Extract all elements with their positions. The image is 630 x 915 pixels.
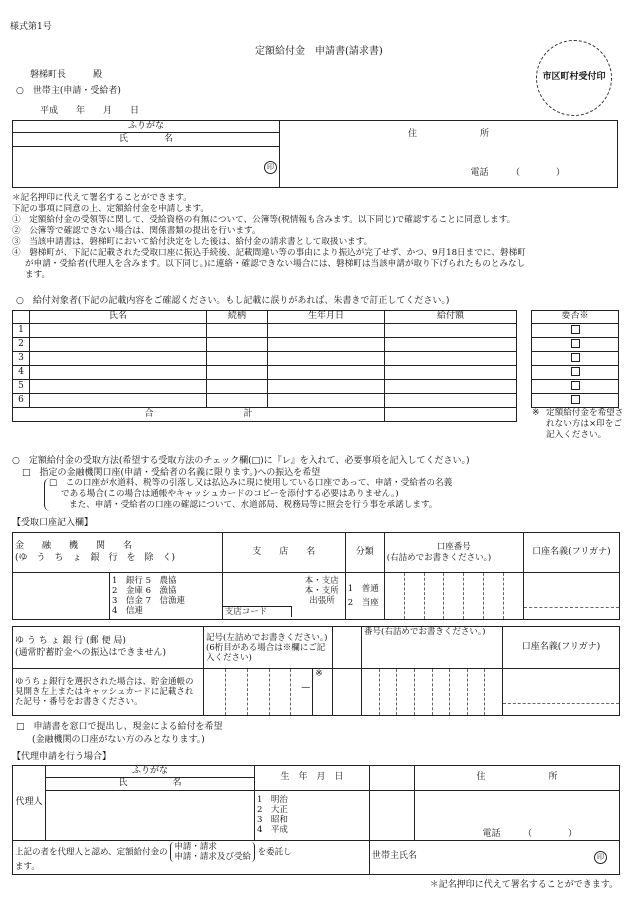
name-label: 氏 名 — [13, 133, 280, 147]
account-number-field[interactable] — [384, 573, 523, 620]
applicant-table — [12, 120, 618, 188]
form-number: 様式第1号 — [10, 22, 52, 32]
yucho-mark-field[interactable]: — ※ — [204, 669, 333, 716]
recipients-heading: ○ 給付対象者(下記の記載内容をご確認ください。もし記載に誤りがあれば、朱書きで訂正してください。) — [16, 296, 450, 306]
note-4-cont: が申請・受給者(代理人を含みます。以下同じ。)に連絡・確認できない場合には、磐梯町は当該申請が取り下げられたものとみなし — [25, 259, 526, 269]
agent-phone-label: 電話 （ ） — [482, 828, 577, 839]
cash-option[interactable]: □ 申請書を窓口で提出し、現金による給付を希望 — [16, 722, 223, 732]
note-4-end: ます。 — [25, 270, 51, 280]
phone-label: 電話 （ ） — [470, 168, 565, 179]
col-name: 氏名 — [30, 311, 207, 324]
agent-heading: 【代理申請を行う場合】 — [12, 752, 112, 762]
account-number-header — [384, 533, 523, 573]
yucho-holder-header: 口座名義(フリガナ) — [503, 627, 620, 669]
mark-label: 記号(左詰めでお書きください。) — [206, 632, 328, 643]
householder-label: 世帯主氏名 — [372, 850, 418, 861]
branch-header: 支 店 名 — [222, 533, 345, 573]
agent-dob-header: 生 年 月 日 — [255, 766, 370, 791]
householder-heading: ○ 世帯主(申請・受給者) — [16, 86, 121, 96]
need-header: 要否※ — [532, 311, 619, 324]
reception-stamp: 市区町村受付印 — [536, 40, 612, 116]
bank-name-field[interactable] — [13, 573, 110, 620]
recipient-row[interactable]: 1 — [13, 324, 517, 338]
recipient-row[interactable]: 6 — [13, 394, 517, 408]
branch-code-label: 支店コード — [223, 606, 292, 617]
yucho-header — [13, 627, 204, 669]
yucho-label: ゆ う ち ょ 銀 行 (郵 便 局) — [15, 636, 126, 647]
bank-name-sub: (ゆ う ち ょ 銀 行 を 除 く) — [15, 552, 176, 563]
recipient-row[interactable]: 3 — [13, 352, 517, 366]
yucho-note: ゆうちょ銀行を選択された場合は、貯金通帳の見開き左上またはキャッシュカードに記載された記号・番号をお書きください。 — [13, 669, 204, 716]
agent-dob-field[interactable]: 1 明治 2 大正 3 昭和 4 平成 — [255, 790, 370, 840]
class-field[interactable]: 1 普通 2 当座 — [345, 573, 384, 620]
address-field[interactable] — [280, 121, 618, 188]
need-table — [531, 310, 619, 408]
name-field[interactable] — [13, 147, 280, 188]
transfer-detail — [44, 478, 569, 511]
need-checkbox[interactable] — [571, 367, 580, 376]
agent-table — [12, 765, 620, 875]
mark-note: (6桁目がある場合は※欄にご記入ください) — [206, 642, 326, 663]
class-header: 分類 — [345, 533, 384, 573]
agent-name-label: 氏 名 — [46, 778, 255, 790]
footer-note: ＊記名押印に代えて署名することができます。 — [429, 880, 618, 890]
yucho-table — [12, 626, 620, 716]
consent-text: 下記の事項に同意の上、定額給付金を申請します。 — [12, 204, 209, 214]
note-2: ② 公簿等で確認できない場合は、関係書類の提出を行います。 — [12, 226, 261, 236]
col-dob: 生年月日 — [268, 311, 385, 324]
need-checkbox[interactable] — [571, 339, 580, 348]
account-heading: 【受取口座記入欄】 — [12, 518, 94, 528]
note-4: ④ 磐梯町が、下記に記載された受取口座に振込手続後、記載間違い等の事由により振込が完了せず、かつ、9月18日までに、磐梯町 — [12, 248, 526, 258]
note-3: ③ 当該申請書は、磐梯町において給付決定をした後は、給付金の請求書として取扱います。 — [12, 237, 373, 247]
need-checkbox[interactable] — [571, 395, 580, 404]
seal-mark: 印 — [264, 161, 277, 174]
total-amount[interactable] — [385, 408, 517, 422]
yucho-number-header: 番号(右詰めでお書きください。) — [362, 627, 503, 669]
recipients-table — [12, 310, 517, 422]
need-checkbox[interactable] — [571, 325, 580, 334]
bank-type-list[interactable]: 1 銀行 5 農協 2 金庫 6 漁協 3 信金 7 信漁連 4 信連 — [110, 573, 223, 620]
consent-notes — [12, 193, 622, 281]
mark-header — [204, 627, 333, 669]
need-note: 定額給付金を希望されない方は×印をご記入ください。 — [546, 408, 624, 440]
detail-line-3: また、申請・受給者の口座の確認について、水道部局、税務局等に照会を行う事を承諾します。 — [69, 500, 438, 510]
addressee: 磐梯町長 殿 — [30, 70, 103, 80]
recipient-row[interactable]: 5 — [13, 380, 517, 394]
form-title: 定額給付金 申請書(請求書) — [255, 46, 383, 57]
furigana-label: ふりがな — [13, 121, 280, 133]
yucho-holder-field[interactable] — [503, 669, 620, 716]
agent-address-header: 住 所 — [415, 766, 620, 791]
yucho-sub: (通常貯蓄貯金への振込はできません) — [15, 647, 167, 658]
delegate-post: を委託し — [257, 847, 292, 858]
recipient-row[interactable]: 4 — [13, 366, 517, 380]
householder-seal: 印 — [594, 851, 607, 864]
agent-name-field[interactable] — [46, 790, 255, 840]
agent-label: 代理人 — [13, 766, 46, 841]
account-number-note: (右詰めでお書きください。) — [386, 552, 492, 563]
need-checkbox[interactable] — [571, 353, 580, 362]
bank-account-table — [12, 532, 620, 620]
col-relation: 続柄 — [207, 311, 268, 324]
agent-address-sub[interactable] — [370, 790, 415, 840]
delegate-options[interactable]: 申請・請求 申請・請求及び受給 — [170, 842, 255, 862]
need-checkbox[interactable] — [571, 381, 580, 390]
branch-field[interactable]: 本・支店 本・支所 出張所 支店コード — [222, 573, 345, 620]
bank-name-header — [13, 533, 223, 573]
holder-field[interactable] — [523, 573, 619, 620]
agent-furigana-label: ふりがな — [46, 766, 255, 778]
col-amount: 給付額 — [385, 311, 517, 324]
detail-line-1[interactable]: □ この口座が水道料、税等の引落し又は払込みに現に使用している口座であって、申請・受給者の名義 — [49, 478, 453, 488]
yucho-number-field[interactable] — [362, 669, 503, 716]
account-number-label: 口座番号 — [436, 541, 471, 552]
bank-transfer-option[interactable]: □ 指定の金融機関口座(申請・受給者の名義に限ります。)への振込を希望 — [22, 468, 321, 478]
detail-line-2: である場合(この場合は通帳やキャッシュカードのコピーを添付する必要はありません。) — [61, 489, 399, 499]
address-label: 住 所 — [407, 129, 489, 139]
date-line: 平成 年 月 日 — [40, 106, 140, 116]
householder-field[interactable] — [370, 840, 620, 874]
recipient-row[interactable]: 2 — [13, 338, 517, 352]
holder-header: 口座名義(フリガナ) — [523, 533, 619, 573]
cash-note: (金融機関の口座がない方のみとなります。) — [32, 735, 205, 745]
delegate-end: ます。 — [15, 862, 40, 873]
delegate-pre: 上記の者を代理人と認め、定額給付金の — [15, 847, 168, 858]
method-heading: ○ 定額給付金の受取方法(希望する受取方法のチェック欄(□)に『レ』を入れて、必要事項を記入してください。) — [12, 456, 470, 466]
agent-address-field[interactable] — [415, 790, 620, 840]
signature-note: ＊記名押印に代えて署名することができます。 — [12, 193, 192, 203]
total-label: 合 計 — [13, 408, 385, 422]
note-1: ① 定額給付金の受領等に関して、受給資格の有無について、公簿等(税情報も含みます。以下同じ)で確認することに同意します。 — [12, 215, 516, 225]
bank-name-label: 金 融 機 関 名 — [15, 541, 133, 552]
need-note-mark: ※ — [532, 408, 540, 418]
mark-extra: ※ — [315, 669, 323, 679]
delegation-statement — [13, 840, 370, 874]
